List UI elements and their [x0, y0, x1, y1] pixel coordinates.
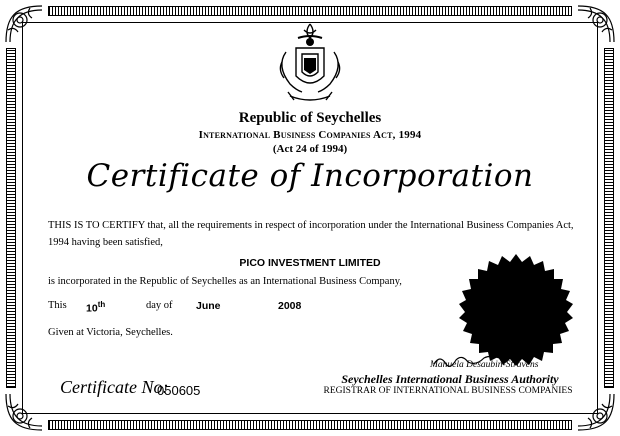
- authority-name: Seychelles International Business Authority: [341, 372, 559, 386]
- date-day-number: 10: [86, 302, 98, 315]
- date-day-suffix: th: [97, 300, 106, 309]
- border-band-top: [48, 6, 572, 16]
- date-day-of-label: day of: [146, 300, 173, 311]
- border-band-left: [6, 48, 16, 388]
- certificate-number: 050605: [157, 383, 201, 398]
- country-heading: Republic of Seychelles: [238, 110, 382, 126]
- date-year: 2008: [278, 300, 302, 312]
- act-name: International Business Companies Act, 1994: [198, 129, 422, 141]
- registrar-title: REGISTRAR OF INTERNATIONAL BUSINESS COMPANIES: [323, 386, 573, 396]
- certificate-title: Certificate of Incorporation: [86, 158, 534, 194]
- corner-ornament-icon: [2, 2, 46, 46]
- date-this-label: This: [48, 300, 67, 311]
- border-band-bottom: [48, 420, 572, 430]
- date-month: June: [196, 300, 221, 312]
- act-number: (Act 24 of 1994): [272, 143, 348, 155]
- act-heading: [0, 129, 620, 141]
- date-day: [86, 300, 105, 315]
- incorporation-statement: is incorporated in the Republic of Seychelles as an International Business Company,: [48, 276, 402, 287]
- coat-of-arms-icon: [268, 18, 352, 110]
- corner-ornament-icon: [574, 390, 618, 434]
- certificate-number-label: Certificate No:: [60, 377, 169, 397]
- border-band-right: [604, 48, 614, 388]
- company-name: PICO INVESTMENT LIMITED: [239, 257, 381, 269]
- corner-ornament-icon: [574, 2, 618, 46]
- certify-paragraph: THIS IS TO CERTIFY that, all the requirements in respect of incorporation under the International Business Companies Act, 1994 having been satisfied,: [48, 220, 574, 248]
- given-at-text: Given at Victoria, Seychelles.: [48, 327, 173, 338]
- signer-name: Manuela Desaubin-Stravens: [430, 360, 539, 370]
- black-seal-icon: [458, 252, 574, 368]
- corner-ornament-icon: [2, 390, 46, 434]
